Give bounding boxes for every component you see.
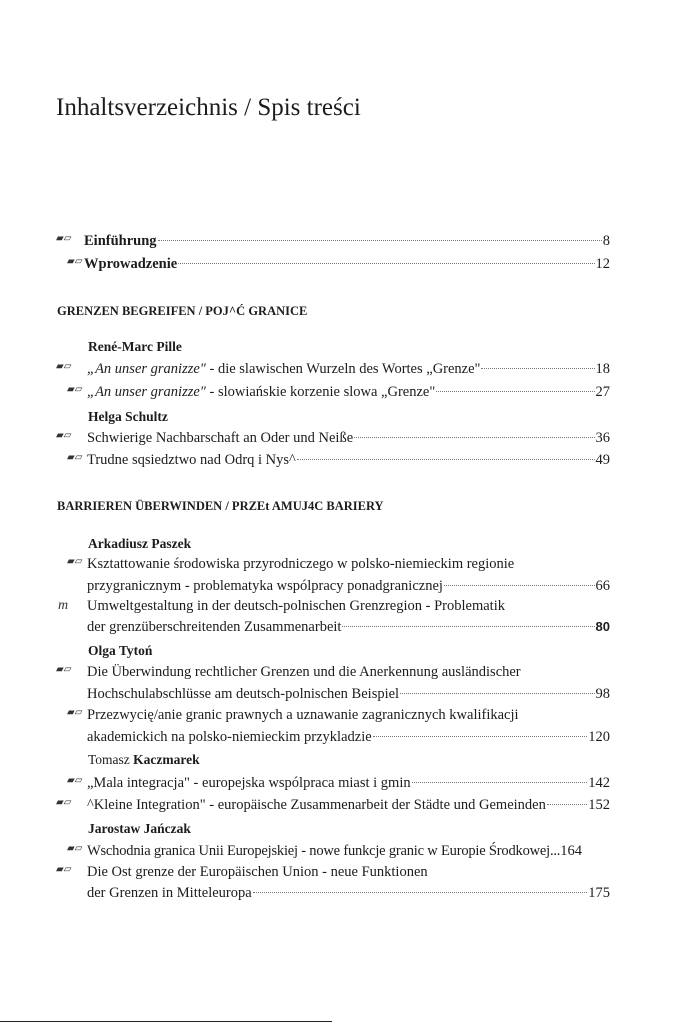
toc-entry[interactable]	[0, 430, 610, 450]
page-number: 164	[560, 843, 582, 859]
toc-entry-line2[interactable]	[0, 729, 610, 749]
dot-leader	[354, 437, 594, 438]
entry-title: Przezwycię/anie granic prawnych a uznawanie zagranicznych kwalifikacji	[87, 707, 519, 723]
entry-title: Ksztattowanie środowiska przyrodniczego w polsko-niemieckim regionie	[87, 556, 515, 572]
page-number: 8	[602, 233, 610, 249]
toc-entry-wprowadzenie[interactable]	[0, 256, 610, 276]
section-heading: GRENZEN BEGREIFEN / POJ^Ć GRANICE	[57, 304, 308, 318]
entry-title: przygranicznym - problematyka wspólpracy ponadgranicznej	[87, 578, 443, 594]
entry-title: Wschodnia granica Unii Europejskiej - nowe funkcje granic w Europie Środkowej...	[87, 843, 561, 859]
german-flag-icon: ▰▱	[56, 864, 72, 875]
toc-entry-line1[interactable]	[0, 707, 610, 727]
dot-leader	[436, 391, 594, 392]
polish-flag-icon: ▰▱	[67, 707, 83, 718]
toc-entry[interactable]	[0, 797, 610, 817]
toc-entry[interactable]	[0, 384, 610, 404]
page-number: 142	[588, 775, 610, 791]
dot-leader	[400, 693, 594, 694]
page-number: 80	[595, 619, 610, 634]
german-flag-icon: ▰▱	[56, 797, 72, 808]
toc-entry-line1[interactable]	[0, 864, 610, 884]
dot-leader	[412, 782, 588, 783]
toc-entry[interactable]	[0, 452, 610, 472]
m-marker-icon: m	[58, 598, 69, 613]
dot-leader	[481, 368, 594, 369]
author-name: René-Marc Pille	[88, 339, 182, 354]
section-heading: BARRIEREN ÜBERWINDEN / PRZEt AMUJ4C BARIERY	[57, 499, 384, 513]
entry-title: Umweltgestaltung in der deutsch-polnischen Grenzregion - Problematik	[87, 598, 505, 614]
polish-flag-icon: ▰▱	[67, 384, 83, 395]
entry-title: „An unser granizze" - die slawischen Wurzeln des Wortes „Grenze"	[87, 361, 481, 377]
polish-flag-icon: ▰▱	[67, 256, 83, 267]
dot-leader	[373, 736, 588, 737]
page-number: 27	[595, 384, 610, 400]
page-number: 152	[588, 797, 610, 813]
author-name: Helga Schultz	[88, 409, 168, 424]
dot-leader	[253, 892, 588, 893]
polish-flag-icon: ▰▱	[67, 843, 83, 854]
toc-entry[interactable]	[0, 775, 610, 795]
dot-leader	[342, 626, 594, 627]
entry-title: Die Überwindung rechtlicher Grenzen und die Anerkennung ausländischer	[87, 664, 521, 680]
toc-entry-line2[interactable]	[0, 686, 610, 706]
page-number: 98	[595, 686, 610, 702]
dot-leader	[297, 459, 595, 460]
entry-title: ^Kleine Integration" - europäische Zusammenarbeit der Städte und Gemeinden	[87, 797, 546, 813]
toc-entry-line1[interactable]	[0, 556, 610, 576]
entry-title: der grenzüberschreitenden Zusammenarbeit	[87, 619, 342, 635]
toc-entry-line1[interactable]	[0, 664, 610, 684]
polish-flag-icon: ▰▱	[67, 775, 83, 786]
entry-title: Wprowadzenie	[84, 256, 178, 272]
toc-entry-line2[interactable]	[0, 619, 610, 639]
entry-title: Trudne sqsiedztwo nad Odrq i Nys^	[87, 452, 296, 468]
author-name: Jarostaw Jańczak	[88, 821, 191, 836]
toc-entry[interactable]	[0, 843, 610, 863]
dot-leader	[444, 585, 595, 586]
entry-title: Die Ost grenze der Europäischen Union - neue Funktionen	[87, 864, 428, 880]
toc-entry[interactable]	[0, 361, 610, 381]
toc-entry-line1[interactable]	[0, 598, 610, 618]
page-title: Inhaltsverzeichnis / Spis treści	[56, 94, 361, 121]
entry-title: „Mala integracja" - europejska wspólpraca miast i gmin	[87, 775, 411, 791]
page-number: 12	[595, 256, 610, 272]
entry-title: „An unser granizze" - slowiańskie korzenie slowa „Grenze"	[87, 384, 436, 400]
german-flag-icon: ▰▱	[56, 361, 72, 372]
dot-leader	[158, 240, 602, 241]
german-flag-icon: ▰▱	[56, 664, 72, 675]
entry-title: der Grenzen in Mitteleuropa	[87, 885, 252, 901]
page-number: 18	[595, 361, 610, 377]
footer-rule	[0, 1021, 332, 1022]
page-number: 36	[595, 430, 610, 446]
author-name: Arkadiusz Paszek	[88, 536, 192, 551]
dot-leader	[547, 804, 587, 805]
polish-flag-icon: ▰▱	[67, 452, 83, 463]
page-number: 175	[588, 885, 610, 901]
polish-flag-icon: ▰▱	[67, 556, 83, 567]
toc-entry-einfuehrung[interactable]	[0, 233, 610, 253]
page-number: 120	[588, 729, 610, 745]
entry-title: akademickich na polsko-niemieckim przykladzie	[87, 729, 372, 745]
page-number: 49	[595, 452, 610, 468]
german-flag-icon: ▰▱	[56, 430, 72, 441]
entry-title: Hochschulabschlüsse am deutsch-polnischen Beispiel	[87, 686, 400, 702]
entry-title: Schwierige Nachbarschaft an Oder und Neiße	[87, 430, 354, 446]
entry-title: Einführung	[84, 233, 157, 249]
author-name: Tomasz Kaczmarek	[88, 752, 200, 767]
dot-leader	[178, 263, 594, 264]
toc-entry-line2[interactable]	[0, 578, 610, 598]
page-number: 66	[595, 578, 610, 594]
author-name: Olga Tytoń	[88, 643, 153, 658]
toc-entry-line2[interactable]	[0, 885, 610, 905]
german-flag-icon: ▰▱	[56, 233, 72, 244]
